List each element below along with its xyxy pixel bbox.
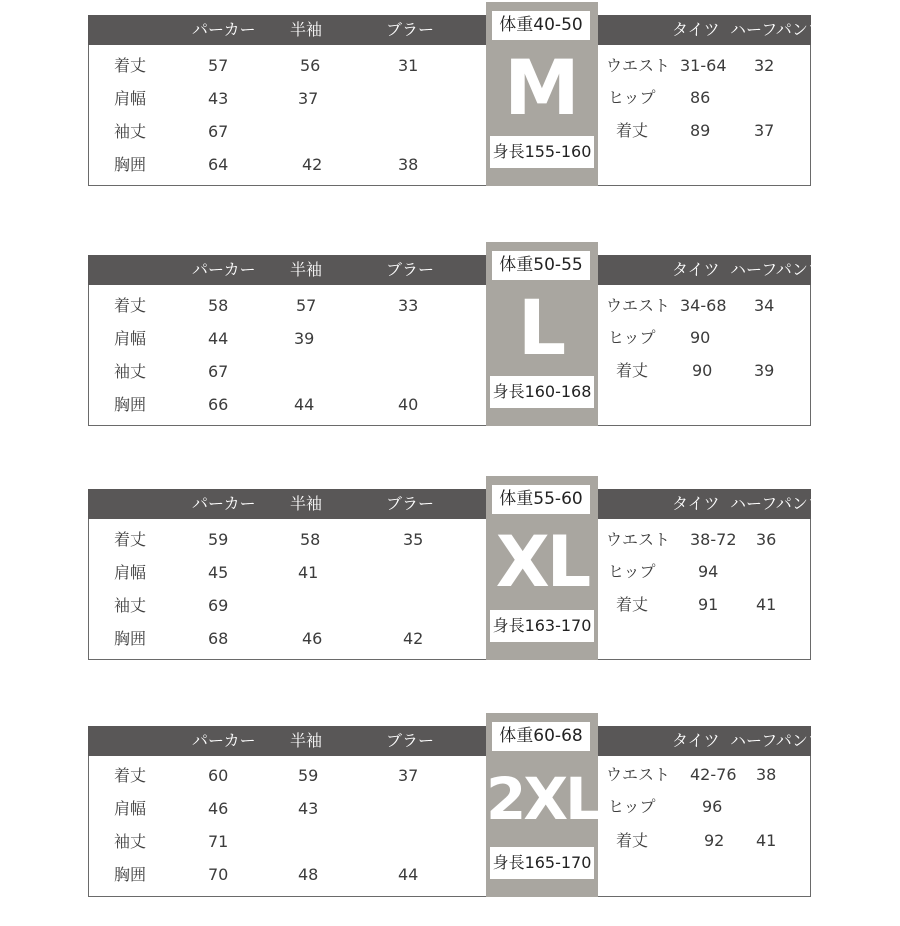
cell-length-short-sleeve: 56 — [300, 56, 321, 75]
header-tights: タイツ — [672, 20, 720, 39]
cell-length-half-pants: 41 — [756, 831, 777, 850]
cell-chest-short-sleeve: 48 — [298, 865, 319, 884]
row-label-chest: 胸囲 — [114, 629, 147, 648]
cell-shoulder-short-sleeve: 39 — [294, 329, 315, 348]
cell-length-tights: 92 — [704, 831, 725, 850]
header-bra: ブラー — [386, 20, 435, 39]
header-tights: タイツ — [672, 494, 720, 513]
cell-sleeve-hoodie: 71 — [208, 832, 229, 851]
size-badge — [486, 2, 598, 186]
row-label-hip: ヒップ — [608, 328, 656, 347]
header-short-sleeve: 半袖 — [290, 20, 323, 39]
header-half-pants: ハーフパンツ — [730, 494, 824, 513]
height-range: 身長160-168 — [490, 376, 594, 408]
cell-length-half-pants: 41 — [756, 595, 777, 614]
cell-length-hoodie: 59 — [208, 530, 229, 549]
size-label: M — [504, 43, 580, 132]
cell-waist-tights: 42-76 — [690, 765, 737, 784]
cell-chest-bra: 44 — [398, 865, 419, 884]
header-hoodie: パーカー — [192, 20, 256, 39]
cell-length-bra: 31 — [398, 56, 419, 75]
header-bra: ブラー — [386, 494, 435, 513]
size-label: XL — [495, 521, 589, 603]
row-label-shoulder: 肩幅 — [114, 329, 147, 348]
size-badge — [486, 713, 598, 897]
header-bra: ブラー — [386, 731, 435, 750]
table-header-right — [598, 726, 824, 756]
cell-length-hoodie: 58 — [208, 296, 229, 315]
weight-range: 体重40-50 — [492, 11, 590, 40]
table-header-left — [88, 255, 486, 285]
cell-sleeve-hoodie: 67 — [208, 122, 229, 141]
table-header-right — [598, 489, 824, 519]
cell-length-tights: 89 — [690, 121, 711, 140]
size-label: 2XL — [486, 765, 600, 833]
cell-length-bra: 35 — [403, 530, 424, 549]
row-label-waist: ウエスト — [606, 296, 671, 315]
cell-waist-half-pants: 32 — [754, 56, 775, 75]
size-badge — [486, 242, 598, 426]
cell-waist-tights: 34-68 — [680, 296, 727, 315]
cell-chest-hoodie: 64 — [208, 155, 229, 174]
cell-shoulder-short-sleeve: 43 — [298, 799, 319, 818]
cell-sleeve-hoodie: 67 — [208, 362, 229, 381]
cell-chest-bra: 42 — [403, 629, 424, 648]
weight-range: 体重55-60 — [492, 485, 590, 514]
header-half-pants: ハーフパンツ — [730, 260, 824, 279]
cell-length-short-sleeve: 59 — [298, 766, 319, 785]
row-label-sleeve: 袖丈 — [114, 596, 147, 615]
size-block-l — [0, 255, 900, 455]
cell-length-half-pants: 39 — [754, 361, 775, 380]
row-label-hip: ヒップ — [608, 797, 656, 816]
weight-range: 体重50-55 — [492, 251, 590, 280]
size-block-xl — [0, 489, 900, 689]
row-label-chest: 胸囲 — [114, 155, 147, 174]
table-header-left — [88, 15, 486, 45]
cell-hip-tights: 86 — [690, 88, 711, 107]
cell-chest-short-sleeve: 46 — [302, 629, 323, 648]
row-label-length-right: 着丈 — [616, 831, 649, 850]
size-badge — [486, 476, 598, 660]
cell-length-tights: 90 — [692, 361, 713, 380]
cell-chest-short-sleeve: 42 — [302, 155, 323, 174]
cell-shoulder-hoodie: 45 — [208, 563, 229, 582]
header-hoodie: パーカー — [192, 731, 256, 750]
row-label-sleeve: 袖丈 — [114, 362, 147, 381]
row-label-chest: 胸囲 — [114, 395, 147, 414]
row-label-length-right: 着丈 — [616, 595, 649, 614]
table-header-left — [88, 726, 486, 756]
cell-length-hoodie: 60 — [208, 766, 229, 785]
row-label-length-right: 着丈 — [616, 121, 649, 140]
cell-hip-tights: 94 — [698, 562, 719, 581]
cell-chest-hoodie: 68 — [208, 629, 229, 648]
height-range: 身長165-170 — [490, 847, 594, 879]
cell-length-short-sleeve: 58 — [300, 530, 321, 549]
cell-hip-tights: 96 — [702, 797, 723, 816]
row-label-length: 着丈 — [114, 766, 147, 785]
header-short-sleeve: 半袖 — [290, 494, 323, 513]
row-label-shoulder: 肩幅 — [114, 799, 147, 818]
header-hoodie: パーカー — [192, 494, 256, 513]
cell-waist-half-pants: 36 — [756, 530, 777, 549]
table-header-right — [598, 15, 824, 45]
header-half-pants: ハーフパンツ — [730, 731, 824, 750]
cell-length-tights: 91 — [698, 595, 719, 614]
cell-hip-tights: 90 — [690, 328, 711, 347]
cell-shoulder-hoodie: 44 — [208, 329, 229, 348]
cell-length-short-sleeve: 57 — [296, 296, 317, 315]
cell-shoulder-hoodie: 43 — [208, 89, 229, 108]
row-label-waist: ウエスト — [606, 765, 671, 784]
header-bra: ブラー — [386, 260, 435, 279]
row-label-chest: 胸囲 — [114, 865, 147, 884]
header-short-sleeve: 半袖 — [290, 731, 323, 750]
height-range: 身長163-170 — [490, 610, 594, 642]
row-label-hip: ヒップ — [608, 88, 656, 107]
row-label-waist: ウエスト — [606, 530, 671, 549]
size-label: L — [517, 283, 567, 372]
cell-waist-half-pants: 34 — [754, 296, 775, 315]
cell-chest-short-sleeve: 44 — [294, 395, 315, 414]
row-label-length: 着丈 — [114, 56, 147, 75]
cell-length-half-pants: 37 — [754, 121, 775, 140]
cell-chest-bra: 40 — [398, 395, 419, 414]
header-hoodie: パーカー — [192, 260, 256, 279]
size-block-m — [0, 15, 900, 215]
header-tights: タイツ — [672, 260, 720, 279]
cell-shoulder-short-sleeve: 37 — [298, 89, 319, 108]
cell-length-bra: 33 — [398, 296, 419, 315]
cell-shoulder-short-sleeve: 41 — [298, 563, 319, 582]
cell-length-hoodie: 57 — [208, 56, 229, 75]
row-label-length: 着丈 — [114, 296, 147, 315]
row-label-hip: ヒップ — [608, 562, 656, 581]
table-header-right — [598, 255, 824, 285]
header-half-pants: ハーフパンツ — [730, 20, 824, 39]
cell-shoulder-hoodie: 46 — [208, 799, 229, 818]
header-short-sleeve: 半袖 — [290, 260, 323, 279]
height-range: 身長155-160 — [490, 136, 594, 168]
header-tights: タイツ — [672, 731, 720, 750]
cell-chest-bra: 38 — [398, 155, 419, 174]
cell-waist-tights: 38-72 — [690, 530, 737, 549]
weight-range: 体重60-68 — [492, 722, 590, 751]
row-label-sleeve: 袖丈 — [114, 122, 147, 141]
cell-sleeve-hoodie: 69 — [208, 596, 229, 615]
row-label-shoulder: 肩幅 — [114, 89, 147, 108]
table-header-left — [88, 489, 486, 519]
cell-length-bra: 37 — [398, 766, 419, 785]
cell-chest-hoodie: 66 — [208, 395, 229, 414]
cell-waist-half-pants: 38 — [756, 765, 777, 784]
cell-chest-hoodie: 70 — [208, 865, 229, 884]
row-label-shoulder: 肩幅 — [114, 563, 147, 582]
row-label-sleeve: 袖丈 — [114, 832, 147, 851]
row-label-length: 着丈 — [114, 530, 147, 549]
cell-waist-tights: 31-64 — [680, 56, 727, 75]
size-block-2xl — [0, 726, 900, 926]
row-label-length-right: 着丈 — [616, 361, 649, 380]
row-label-waist: ウエスト — [606, 56, 671, 75]
